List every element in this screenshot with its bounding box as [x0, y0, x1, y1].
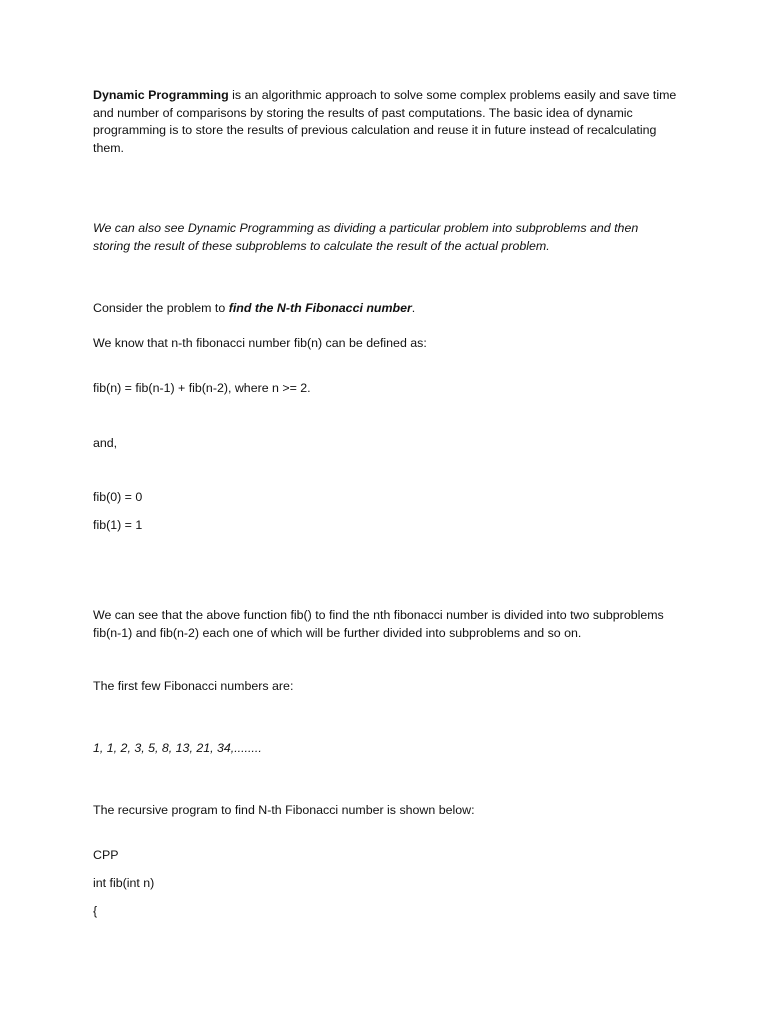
base-case-0: fib(0) = 0	[93, 490, 143, 504]
consider-paragraph	[93, 300, 678, 318]
code-language-label: CPP	[93, 848, 119, 862]
and-text: and,	[93, 436, 118, 450]
code-line-2: {	[93, 904, 98, 918]
fibonacci-sequence: 1, 1, 2, 3, 5, 8, 13, 21, 34,........	[93, 741, 262, 755]
subproblems-paragraph: We can see that the above function fib() to find the nth fibonacci number is divided into two subproblems fib(n-1) and fib(n-2) each one of which will be further divided into subproblems and so on.	[93, 608, 664, 640]
consider-prefix: Consider the problem to	[93, 301, 229, 315]
base-case-1: fib(1) = 1	[93, 518, 143, 532]
definition-intro: We know that n-th fibonacci number fib(n) can be defined as:	[93, 336, 427, 350]
intro-paragraph	[93, 87, 678, 157]
recurrence-formula: fib(n) = fib(n-1) + fib(n-2), where n >= 2.	[93, 381, 311, 395]
code-line-1: int fib(int n)	[93, 876, 155, 890]
first-few-text: The first few Fibonacci numbers are:	[93, 679, 294, 693]
recursive-intro: The recursive program to find N-th Fibonacci number is shown below:	[93, 803, 475, 817]
consider-emphasis: find the N-th Fibonacci number	[228, 301, 412, 315]
intro-term: Dynamic Programming	[93, 88, 229, 102]
italic-note: We can also see Dynamic Programming as dividing a particular problem into subproblems and then storing the result of these subproblems to calculate the result of the actual problem.	[93, 221, 639, 253]
consider-suffix: .	[411, 301, 416, 315]
intro-text: is an algorithmic approach to solve some complex problems easily and save time and number of comparisons by storing the results of past computations. The basic idea of dynamic programming is to store the results of previous calculation and reuse it in future instead of recalculating them.	[93, 88, 677, 155]
